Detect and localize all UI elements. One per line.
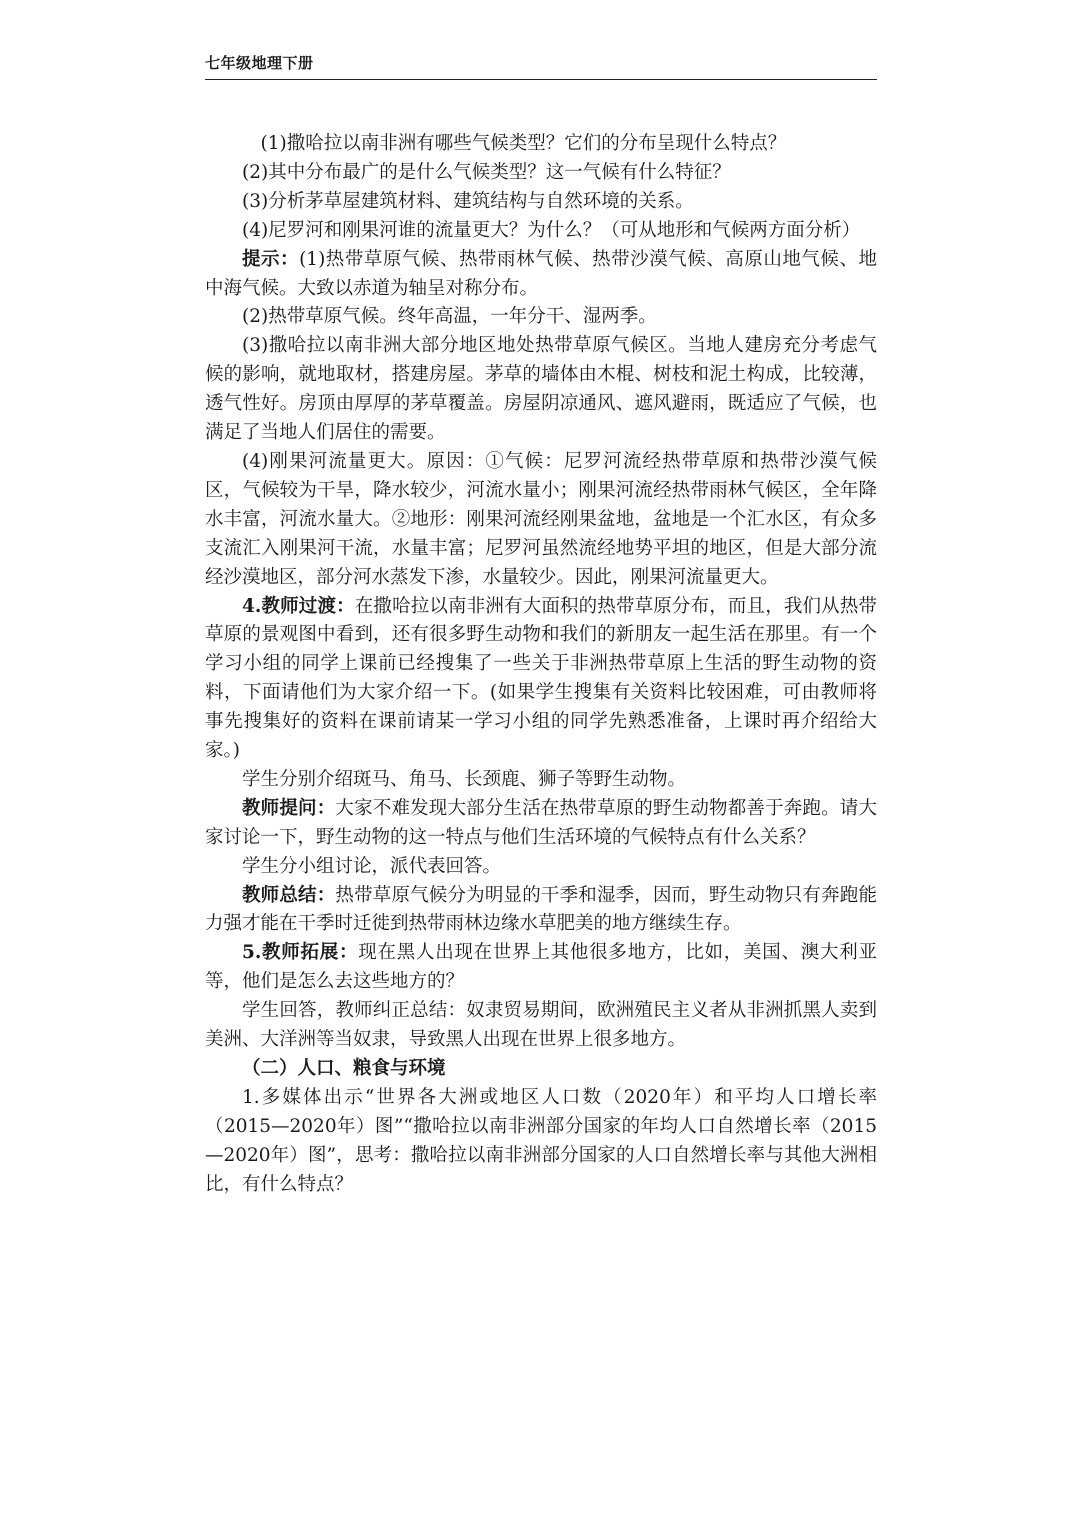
paragraph-text: (3)撒哈拉以南非洲大部分地区地处热带草原气候区。当地人建房充分考虑气候的影响，就地取材，搭建房屋。茅草的墙体由木棍、树枝和泥土构成，比较薄，透气性好。房顶由厚厚的茅草覆盖。房屋阴凉通风、遮风避雨，既适应了气候，也满足了当地人们居住的需要。 [205, 335, 877, 444]
paragraph [205, 159, 877, 188]
paragraph-lead: 教师提问： [242, 797, 336, 819]
paragraph-text: 学生分小组讨论，派代表回答。 [242, 855, 502, 877]
paragraph [205, 882, 877, 940]
paragraph-text: (2)热带草原气候。终年高温，一年分干、湿两季。 [242, 306, 657, 328]
paragraph-lead: 4.教师过渡： [242, 595, 355, 617]
section-heading-text: （二）人口、粮食与环境 [242, 1058, 446, 1079]
section-heading [205, 1055, 877, 1084]
paragraph-text: (1)热带草原气候、热带雨林气候、热带沙漠气候、高原山地气候、地中海气候。大致以赤道为轴呈对称分布。 [205, 248, 877, 299]
paragraph-text: 学生分别介绍斑马、角马、长颈鹿、狮子等野生动物。 [242, 768, 687, 790]
paragraph-lead: 教师总结： [242, 884, 336, 906]
header-title: 七年级地理下册 [205, 54, 314, 72]
paragraph-text: (1)撒哈拉以南非洲有哪些气候类型？它们的分布呈现什么特点？ [260, 133, 787, 154]
paragraph [205, 217, 877, 246]
paragraph [205, 246, 877, 304]
paragraph [205, 593, 877, 766]
page-header [205, 52, 877, 80]
paragraph [205, 939, 877, 997]
paragraph-text: 1.多媒体出示“世界各大洲或地区人口数（2020年）和平均人口增长率（2015—2020年）图”“撒哈拉以南非洲部分国家的年均人口自然增长率（2015—2020年）图”，思考：撒哈拉以南非洲部分国家的人口自然增长率与其他大洲相比，有什么特点？ [205, 1086, 877, 1195]
paragraph [205, 332, 877, 448]
paragraph [205, 853, 877, 882]
paragraph [205, 188, 877, 217]
paragraph-text: (2)其中分布最广的是什么气候类型？这一气候有什么特征？ [242, 161, 731, 183]
paragraph [205, 795, 877, 853]
paragraph [205, 130, 877, 159]
paragraph-text: 学生回答，教师纠正总结：奴隶贸易期间，欧洲殖民主义者从非洲抓黑人卖到美洲、大洋洲等当奴隶，导致黑人出现在世界上很多地方。 [205, 1000, 877, 1051]
paragraph [205, 997, 877, 1055]
paragraph [205, 448, 877, 593]
paragraph-text: (3)分析茅草屋建筑材料、建筑结构与自然环境的关系。 [242, 190, 694, 212]
paragraph-text: 大家不难发现大部分生活在热带草原的野生动物都善于奔跑。请大家讨论一下，野生动物的这一特点与他们生活环境的气候特点有什么关系？ [205, 797, 877, 848]
paragraph-lead: 提示： [242, 248, 300, 270]
paragraph-text: (4)刚果河流量更大。原因：①气候：尼罗河流经热带草原和热带沙漠气候区，气候较为干旱，降水较少，河流水量小；刚果河流经热带雨林气候区，全年降水丰富，河流水量大。②地形：刚果河流经刚果盆地，盆地是一个汇水区，有众多支流汇入刚果河干流，水量丰富；尼罗河虽然流经地势平坦的地区，但是大部分流经沙漠地区，部分河水蒸发下渗，水量较少。因此，刚果河流量更大。 [205, 450, 877, 588]
paragraph-text: 现在黑人出现在世界上其他很多地方，比如，美国、澳大利亚等，他们是怎么去这些地方的？ [205, 942, 877, 993]
paragraph [205, 766, 877, 795]
document-body [205, 130, 877, 1200]
paragraph-lead: 5.教师拓展： [242, 942, 359, 964]
paragraph-text: (4)尼罗河和刚果河谁的流量更大？为什么？（可从地形和气候两方面分析） [242, 219, 861, 241]
paragraph-text: 在撒哈拉以南非洲有大面积的热带草原分布，而且，我们从热带草原的景观图中看到，还有很多野生动物和我们的新朋友一起生活在那里。有一个学习小组的同学上课前已经搜集了一些关于非洲热带草原上生活的野生动物的资料，下面请他们为大家介绍一下。(如果学生搜集有关资料比较困难，可由教师将事先搜集好的资料在课前请某一学习小组的同学先熟悉准备，上课时再介绍给大家。) [205, 595, 877, 762]
paragraph [205, 303, 877, 332]
paragraph-text: 热带草原气候分为明显的干季和湿季，因而，野生动物只有奔跑能力强才能在干季时迁徙到热带雨林边缘水草肥美的地方继续生存。 [205, 884, 877, 935]
paragraph [205, 1084, 877, 1200]
